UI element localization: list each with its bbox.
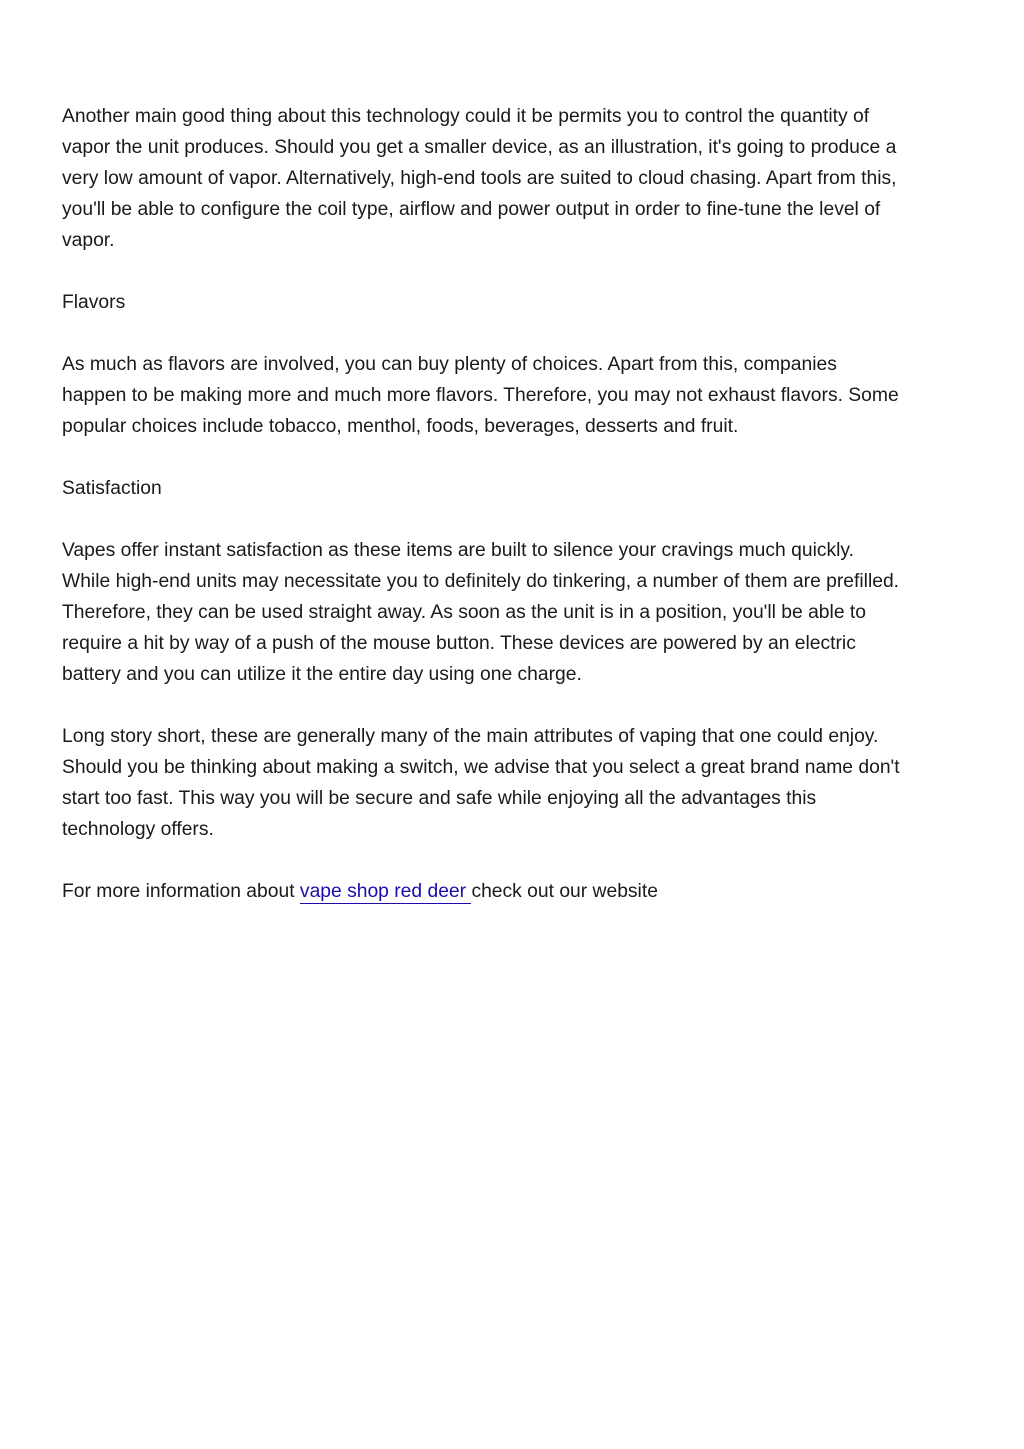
paragraph-satisfaction [62, 535, 967, 690]
text-line: Long story short, these are generally many of the main attributes of vaping that one could enjoy. [62, 726, 879, 747]
text-line: While high-end units may necessitate you to definitely do tinkering, a number of them are prefilled. [62, 571, 900, 592]
text-line: As much as flavors are involved, you can buy plenty of choices. Apart from this, companies [62, 354, 837, 375]
text-line: Another main good thing about this technology could it be permits you to control the quantity of [62, 106, 870, 127]
text-line: start too fast. This way you will be secure and safe while enjoying all the advantages this [62, 788, 817, 809]
footer-call-to-action [62, 876, 967, 907]
section-heading-flavors [62, 287, 967, 318]
text-line: very low amount of vapor. Alternatively, high-end tools are suited to cloud chasing. Apart from this, [62, 168, 897, 189]
text-line: technology offers. [62, 819, 214, 840]
text-line: Should you be thinking about making a switch, we advise that you select a great brand name don't [62, 757, 900, 778]
footer-suffix: check out our website [471, 881, 658, 902]
vape-shop-link[interactable]: vape shop red deer [299, 881, 472, 902]
text-line: require a hit by way of a push of the mouse button. These devices are powered by an electric [62, 633, 856, 654]
text-line: vapor. [62, 230, 115, 251]
footer-prefix: For more information about [62, 881, 300, 902]
text-line: you'll be able to configure the coil type, airflow and power output in order to fine-tune the level of [62, 199, 881, 220]
document-body [62, 101, 967, 938]
text-line: happen to be making more and much more flavors. Therefore, you may not exhaust flavors. Some [62, 385, 899, 406]
text-line: Therefore, they can be used straight away. As soon as the unit is in a position, you'll be able to [62, 602, 866, 623]
text-line: vapor the unit produces. Should you get a smaller device, as an illustration, it's going to produce a [62, 137, 897, 158]
text-line: popular choices include tobacco, menthol, foods, beverages, desserts and fruit. [62, 416, 739, 437]
text-line: battery and you can utilize it the entire day using one charge. [62, 664, 582, 685]
heading-text: Flavors [62, 292, 126, 313]
heading-text: Satisfaction [62, 478, 162, 499]
paragraph-flavors [62, 349, 967, 442]
text-line: Vapes offer instant satisfaction as these items are built to silence your cravings much quickly. [62, 540, 854, 561]
paragraph-summary [62, 721, 967, 845]
paragraph-vapor-control [62, 101, 967, 256]
section-heading-satisfaction [62, 473, 967, 504]
